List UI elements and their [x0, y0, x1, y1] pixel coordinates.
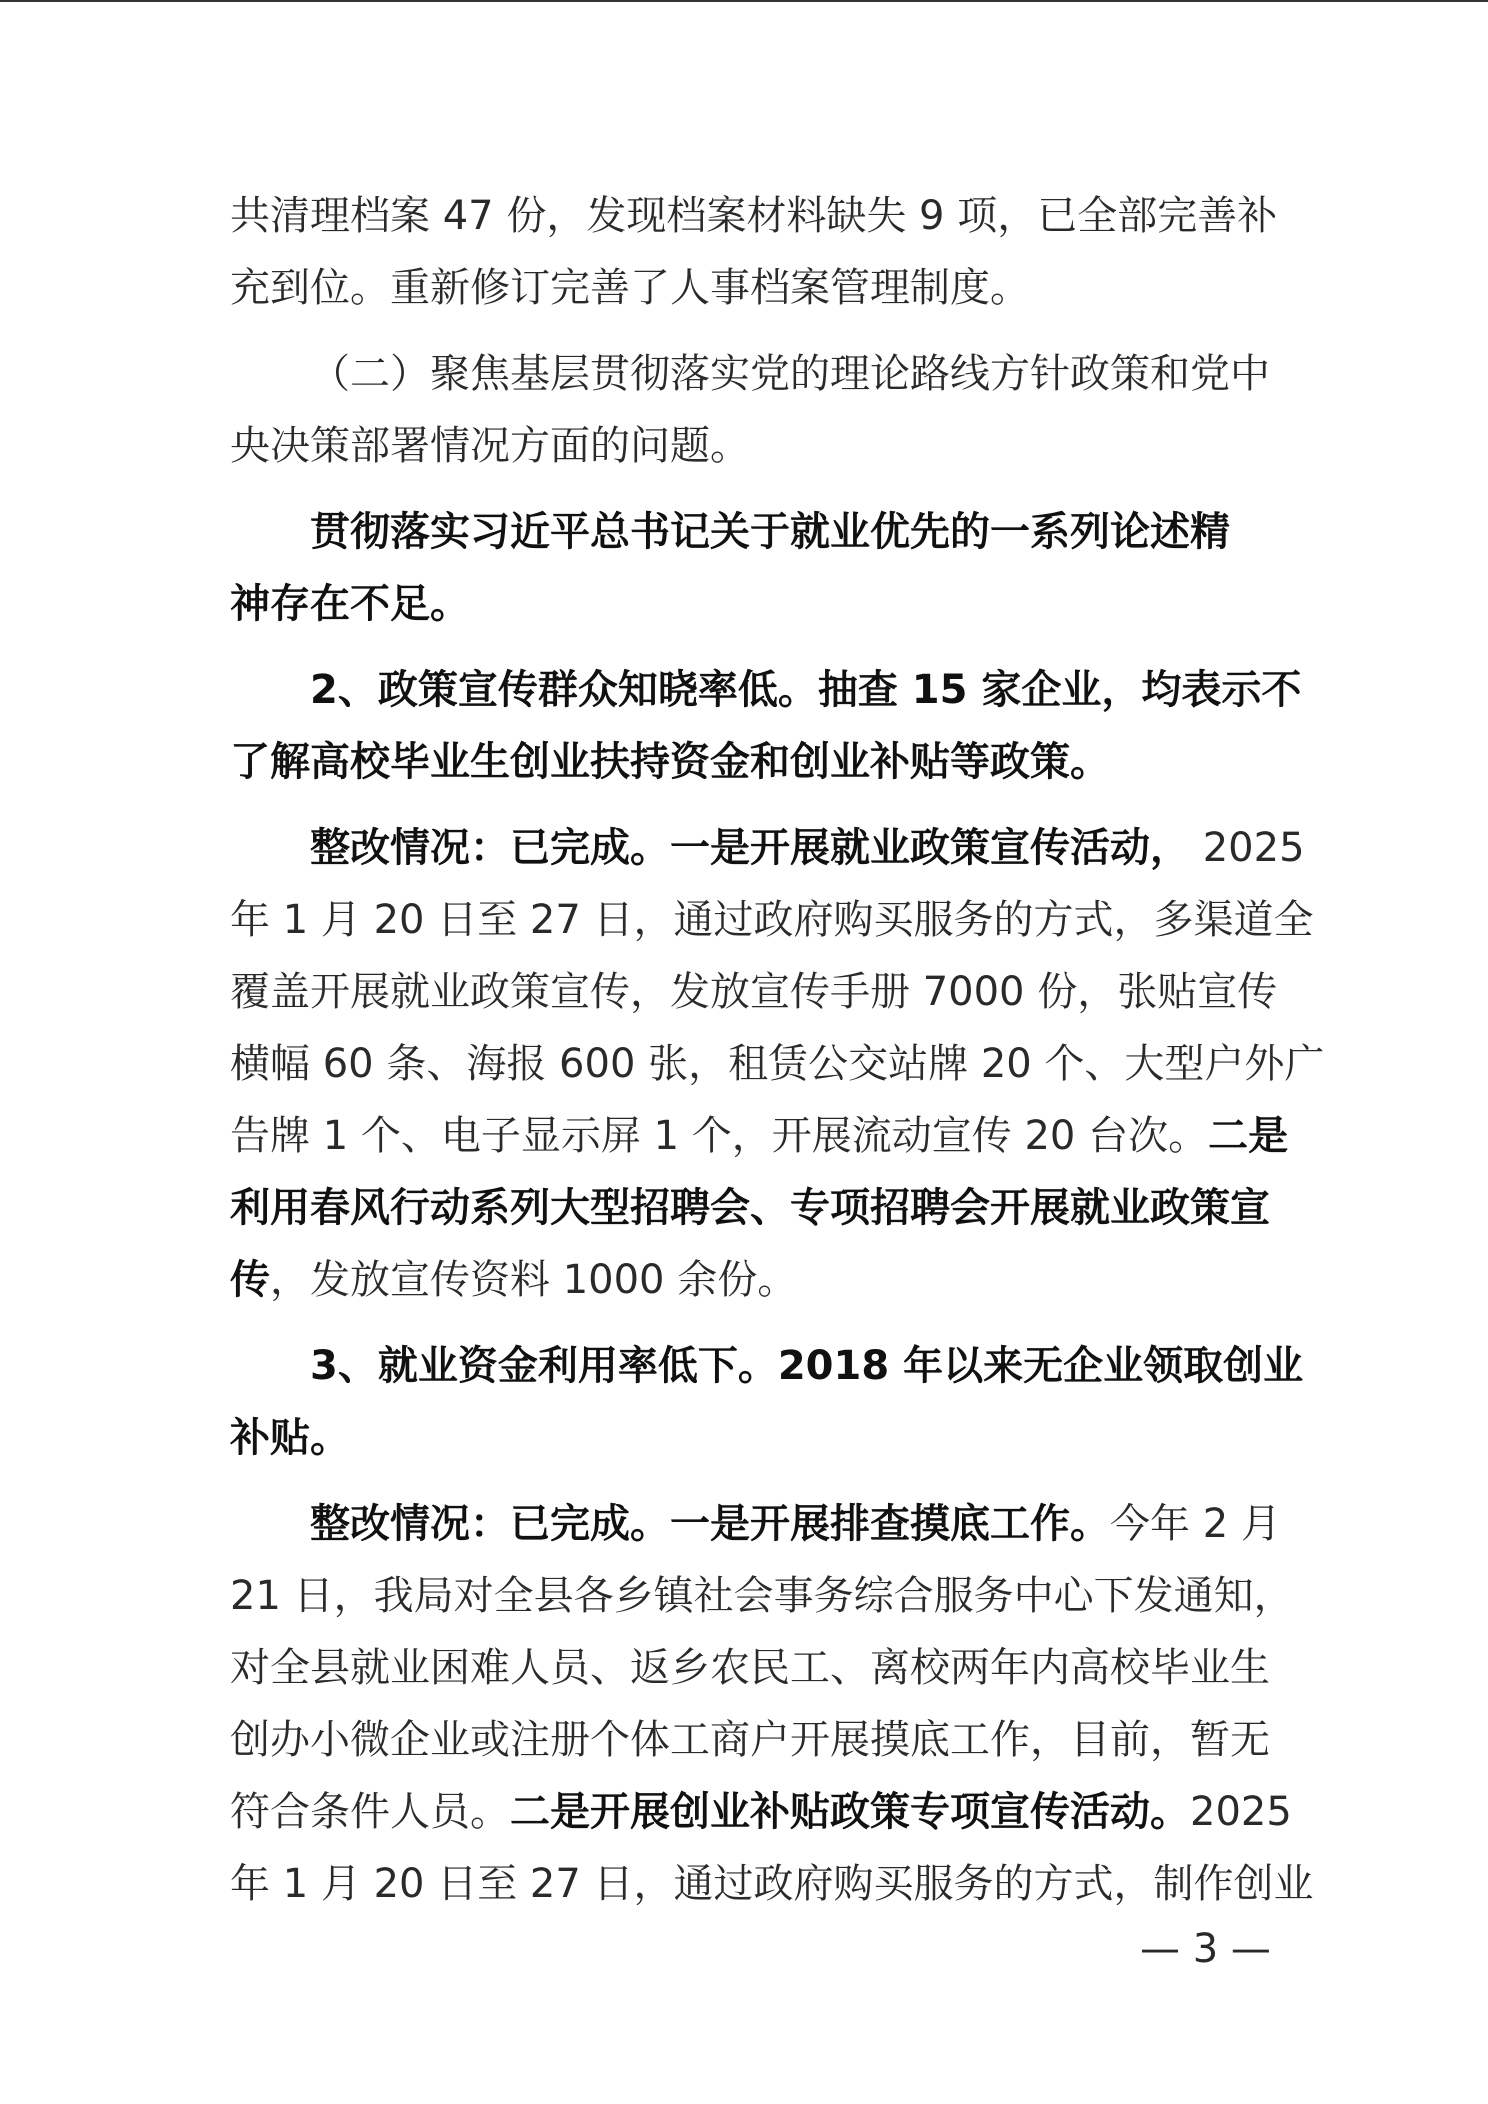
issue-heading: 神存在不足。 — [230, 581, 470, 627]
paragraph-line: 对全县就业困难人员、返乡农民工、离校两年内高校毕业生 — [230, 1645, 1270, 1691]
paragraph-emphasis: 传 — [230, 1257, 270, 1303]
paragraph-emphasis: 二是开展创业补贴政策专项宣传活动。 — [510, 1789, 1190, 1835]
paragraph-emphasis-line: 利用春风行动系列大型招聘会、专项招聘会开展就业政策宣 — [230, 1185, 1270, 1231]
rectification-lead: 整改情况：已完成。一是开展就业政策宣传活动， — [310, 825, 1190, 871]
paragraph-line — [230, 1112, 1288, 1160]
paragraph-text: 告牌 1 个、电子显示屏 1 个，开展流动宣传 20 台次。 — [230, 1113, 1209, 1159]
paragraph-line: 年 1 月 20 日至 27 日，通过政府购买服务的方式，制作创业 — [230, 1861, 1314, 1907]
section-heading: （二）聚焦基层贯彻落实党的理论路线方针政策和党中 — [310, 351, 1270, 397]
paragraph-line: 横幅 60 条、海报 600 张，租赁公交站牌 20 个、大型户外广 — [230, 1041, 1325, 1087]
rectification-text: 2025 — [1190, 825, 1305, 871]
issue-heading: 贯彻落实习近平总书记关于就业优先的一系列论述精 — [310, 509, 1230, 555]
issue-heading: 2、政策宣传群众知晓率低。抽查 15 家企业，均表示不 — [310, 667, 1302, 713]
rectification-lead: 整改情况：已完成。一是开展排查摸底工作。 — [310, 1501, 1110, 1547]
paragraph-line: 充到位。重新修订完善了人事档案管理制度。 — [230, 265, 1030, 311]
rectification-line — [310, 824, 1305, 872]
paragraph-line: 共清理档案 47 份，发现档案材料缺失 9 项，已全部完善补 — [230, 193, 1278, 239]
rectification-line — [310, 1500, 1281, 1548]
issue-heading: 了解高校毕业生创业扶持资金和创业补贴等政策。 — [230, 739, 1110, 785]
paragraph-text: 符合条件人员。 — [230, 1789, 510, 1835]
paragraph-line: 覆盖开展就业政策宣传，发放宣传手册 7000 份，张贴宣传 — [230, 969, 1278, 1015]
section-heading: 央决策部署情况方面的问题。 — [230, 423, 750, 469]
paragraph-line: 年 1 月 20 日至 27 日，通过政府购买服务的方式，多渠道全 — [230, 897, 1314, 943]
page-top-border — [0, 0, 1488, 2]
paragraph-emphasis: 二是 — [1208, 1113, 1289, 1159]
paragraph-text: ，发放宣传资料 1000 余份。 — [270, 1257, 798, 1303]
paragraph-text: 2025 — [1190, 1789, 1292, 1835]
paragraph-line — [230, 1256, 797, 1304]
rectification-text: 今年 2 月 — [1110, 1501, 1281, 1547]
paragraph-line — [230, 1788, 1292, 1836]
paragraph-line: 21 日，我局对全县各乡镇社会事务综合服务中心下发通知， — [230, 1573, 1294, 1619]
issue-heading: 3、就业资金利用率低下。2018 年以来无企业领取创业 — [310, 1343, 1304, 1389]
page-number: — 3 — — [1140, 1926, 1271, 1972]
issue-heading: 补贴。 — [230, 1415, 350, 1461]
paragraph-line: 创办小微企业或注册个体工商户开展摸底工作，目前，暂无 — [230, 1717, 1270, 1763]
